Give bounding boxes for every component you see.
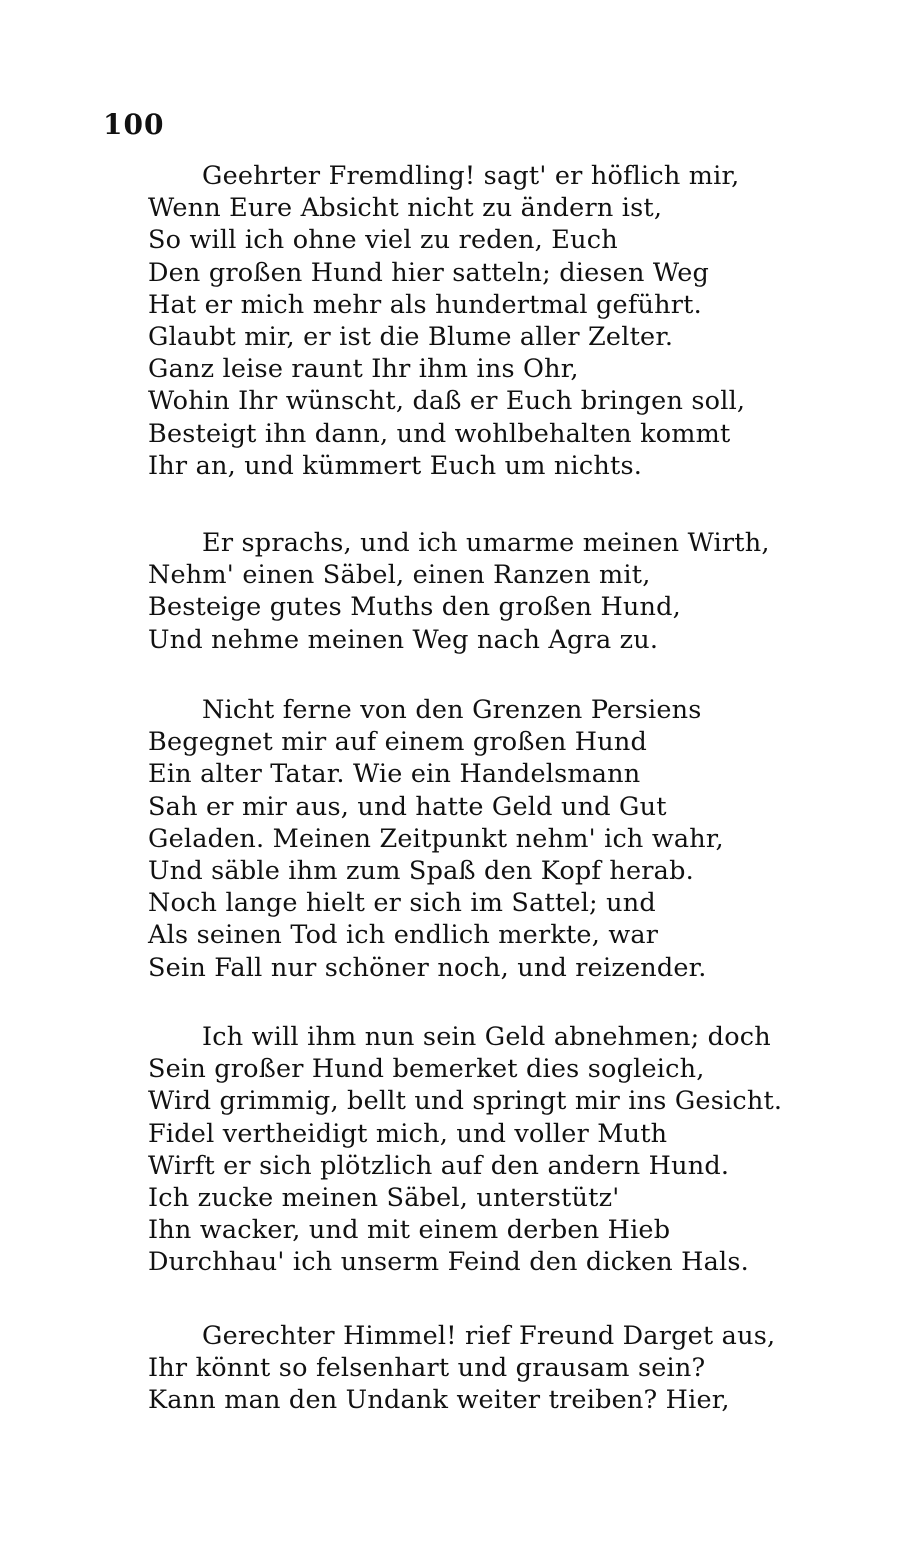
verse-line: Fidel vertheidigt mich, und voller Muth [148, 1118, 668, 1149]
verse-line: Und nehme meinen Weg nach Agra zu. [148, 624, 659, 655]
verse-line: Ihn wacker, und mit einem derben Hieb [148, 1215, 671, 1246]
verse-line: Als seinen Tod ich endlich merkte, war [148, 920, 659, 951]
verse-line: Begegnet mir auf einem großen Hund [148, 727, 648, 758]
verse-line: Ihr könnt so felsenhart und grausam sein? [148, 1353, 706, 1384]
verse-line: Und säble ihm zum Spaß den Kopf herab. [148, 855, 694, 886]
verse-line: Kann man den Undank weiter treiben? Hier, [148, 1385, 730, 1416]
verse-line: Hat er mich mehr als hundertmal geführt. [148, 289, 702, 320]
verse-line: Wird grimmig, bellt und springt mir ins Gesicht. [148, 1086, 783, 1117]
stanza-1 [148, 160, 788, 482]
verse-line: Er sprachs, und ich umarme meinen Wirth, [202, 528, 770, 558]
verse-line: Den großen Hund hier satteln; diesen Weg [148, 257, 710, 288]
verse-line: Nehm' einen Säbel, einen Ranzen mit, [148, 560, 651, 591]
verse-line: Wohin Ihr wünscht, daß er Euch bringen soll, [148, 386, 746, 417]
verse-line: Sein großer Hund bemerket dies sogleich, [148, 1054, 705, 1085]
verse-line: Besteigt ihn dann, und wohlbehalten kommt [148, 418, 731, 449]
verse-line: Noch lange hielt er sich im Sattel; und [148, 888, 656, 919]
stanza-4 [148, 1021, 788, 1279]
verse-line: Ganz leise raunt Ihr ihm ins Ohr, [148, 354, 579, 385]
verse-line: Ihr an, und kümmert Euch um nichts. [148, 450, 643, 481]
stanza-3 [148, 694, 788, 984]
verse-line: Ich zucke meinen Säbel, unterstütz' [148, 1182, 620, 1213]
verse-line: Glaubt mir, er ist die Blume aller Zelter. [148, 321, 674, 352]
verse-line: So will ich ohne viel zu reden, Euch [148, 225, 618, 256]
verse-line: Gerechter Himmel! rief Freund Darget aus, [202, 1321, 776, 1351]
stanza-5 [148, 1320, 788, 1417]
verse-line: Sein Fall nur schöner noch, und reizender. [148, 952, 707, 983]
page-number: 100 [103, 108, 165, 141]
verse-line: Durchhau' ich unserm Feind den dicken Hals. [148, 1247, 749, 1278]
verse-line: Wirft er sich plötzlich auf den andern Hund. [148, 1150, 730, 1181]
verse-line: Nicht ferne von den Grenzen Persiens [202, 695, 702, 725]
verse-line: Ich will ihm nun sein Geld abnehmen; doch [202, 1022, 771, 1052]
verse-line: Besteige gutes Muths den großen Hund, [148, 592, 681, 623]
verse-line: Geehrter Fremdling! sagt' er höflich mir, [202, 161, 740, 191]
verse-line: Sah er mir aus, und hatte Geld und Gut [148, 791, 667, 822]
stanza-2 [148, 527, 788, 656]
verse-line: Geladen. Meinen Zeitpunkt nehm' ich wahr, [148, 823, 724, 854]
verse-line: Wenn Eure Absicht nicht zu ändern ist, [148, 193, 663, 224]
verse-line: Ein alter Tatar. Wie ein Handelsmann [148, 759, 641, 790]
